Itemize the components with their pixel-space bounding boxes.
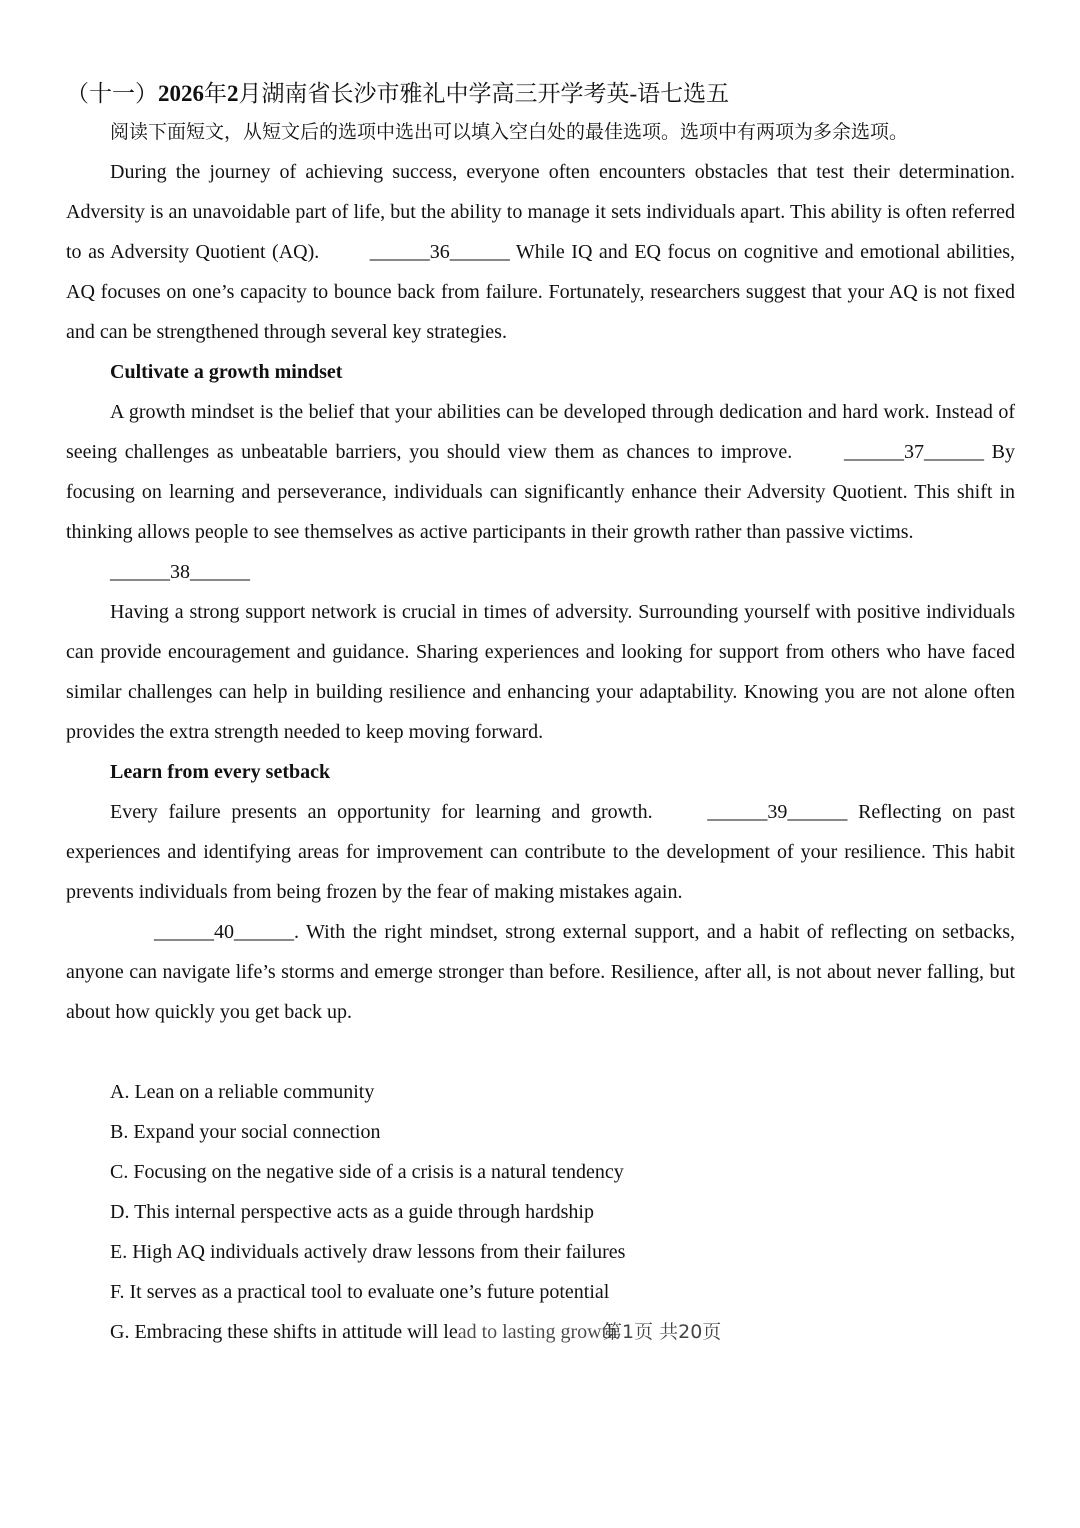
option-f[interactable]: F. It serves as a practical tool to evaluate one’s future potential (110, 1281, 610, 1303)
title-spacer (66, 72, 1015, 112)
paragraph-4-part-a: Every failure presents an opportunity for learning and growth. (110, 801, 664, 823)
blank-40[interactable]: ______40______ (154, 921, 294, 943)
option-e[interactable]: E. High AQ individuals actively draw lessons from their failures (110, 1241, 626, 1263)
paragraph-2 (66, 392, 1015, 552)
page-body (66, 72, 1015, 1352)
options-spacer (66, 1032, 1015, 1072)
option-d[interactable]: D. This internal perspective acts as a guide through hardship (110, 1201, 594, 1223)
paragraph-5-text: . With the right mindset, strong external support, and a habit of reflecting on setbacks, anyone can navigate life’s storms and emerge stronger than before. Resilience, after all, is not about never falling, but about how quickly you get back up. (66, 921, 1015, 1023)
paragraph-2-part-a: A growth mindset is the belief that your abilities can be developed through dedication and hard work. Instead of seeing challenges as unbeatable barriers, you should view them as chances to improve. (66, 401, 1015, 463)
paragraph-4 (66, 792, 1015, 912)
option-a[interactable]: A. Lean on a reliable community (110, 1081, 375, 1103)
option-g-text: G. Embracing these shifts in attitude will le (110, 1321, 458, 1343)
option-c[interactable]: C. Focusing on the negative side of a crisis is a natural tendency (110, 1161, 624, 1183)
heading-learn-from-setback: Learn from every setback (110, 761, 331, 783)
blank-36[interactable]: ______36______ (369, 241, 510, 263)
option-g-tail: ad to lasting growth (457, 1321, 618, 1343)
blank-37[interactable]: ______37______ (843, 441, 984, 463)
page-footer: 第1页 共20页 (603, 1321, 722, 1343)
option-g[interactable] (110, 1312, 1015, 1352)
instructions: 阅读下面短文，从短文后的选项中选出可以填入空白处的最佳选项。选项中有两项为多余选项。 (110, 121, 909, 143)
paragraph-4-part-b: Reflecting on past experiences and identifying areas for improvement can contribute to the development of your resilience. This habit prevents individuals from being frozen by the fear of making mistakes again. (66, 801, 1015, 903)
options-list (66, 1072, 1015, 1352)
paragraph-1-part-b: While IQ and EQ focus on cognitive and emotional abilities, AQ focuses on one’s capacity to bounce back from failure. Fortunately, researchers suggest that your AQ is not fixed and can be strengthened through several key strategies. (66, 241, 1015, 343)
paragraph-3: Having a strong support network is crucial in times of adversity. Surrounding yourself with positive individuals can provide encouragement and guidance. Sharing experiences and looking for support from others who have faced similar challenges can help in building resilience and enhancing your adaptability. Knowing you are not alone often provides the extra strength needed to keep moving forward. (66, 601, 1015, 743)
paragraph-5 (66, 912, 1015, 1032)
title-month: 2 (227, 81, 239, 106)
paragraph-1-part-a: During the journey of achieving success, everyone often encounters obstacles that test their determination. Adversity is an unavoidable part of life, but the ability to manage it sets individuals apart. This ability is often referred to as Adversity Quotient (AQ). (66, 161, 1015, 263)
option-b[interactable]: B. Expand your social connection (110, 1121, 381, 1143)
blank-39[interactable]: ______39______ (707, 801, 848, 823)
title-year: 2026 (158, 81, 204, 106)
blank-38-line (66, 552, 1015, 592)
title-nian: 年 (204, 81, 227, 106)
title-rest: 月湖南省长沙市雅礼中学高三开学考英-语七选五 (238, 81, 730, 106)
blank-38[interactable]: ______38______ (110, 561, 250, 583)
title-prefix: （十一） (66, 81, 158, 106)
heading-growth-mindset: Cultivate a growth mindset (110, 361, 343, 383)
paragraph-1 (66, 152, 1015, 352)
paragraph-2-part-b: By focusing on learning and perseverance, individuals can significantly enhance their Adversity Quotient. This shift in thinking allows people to see themselves as active participants in their growth rather than passive victims. (66, 441, 1015, 543)
